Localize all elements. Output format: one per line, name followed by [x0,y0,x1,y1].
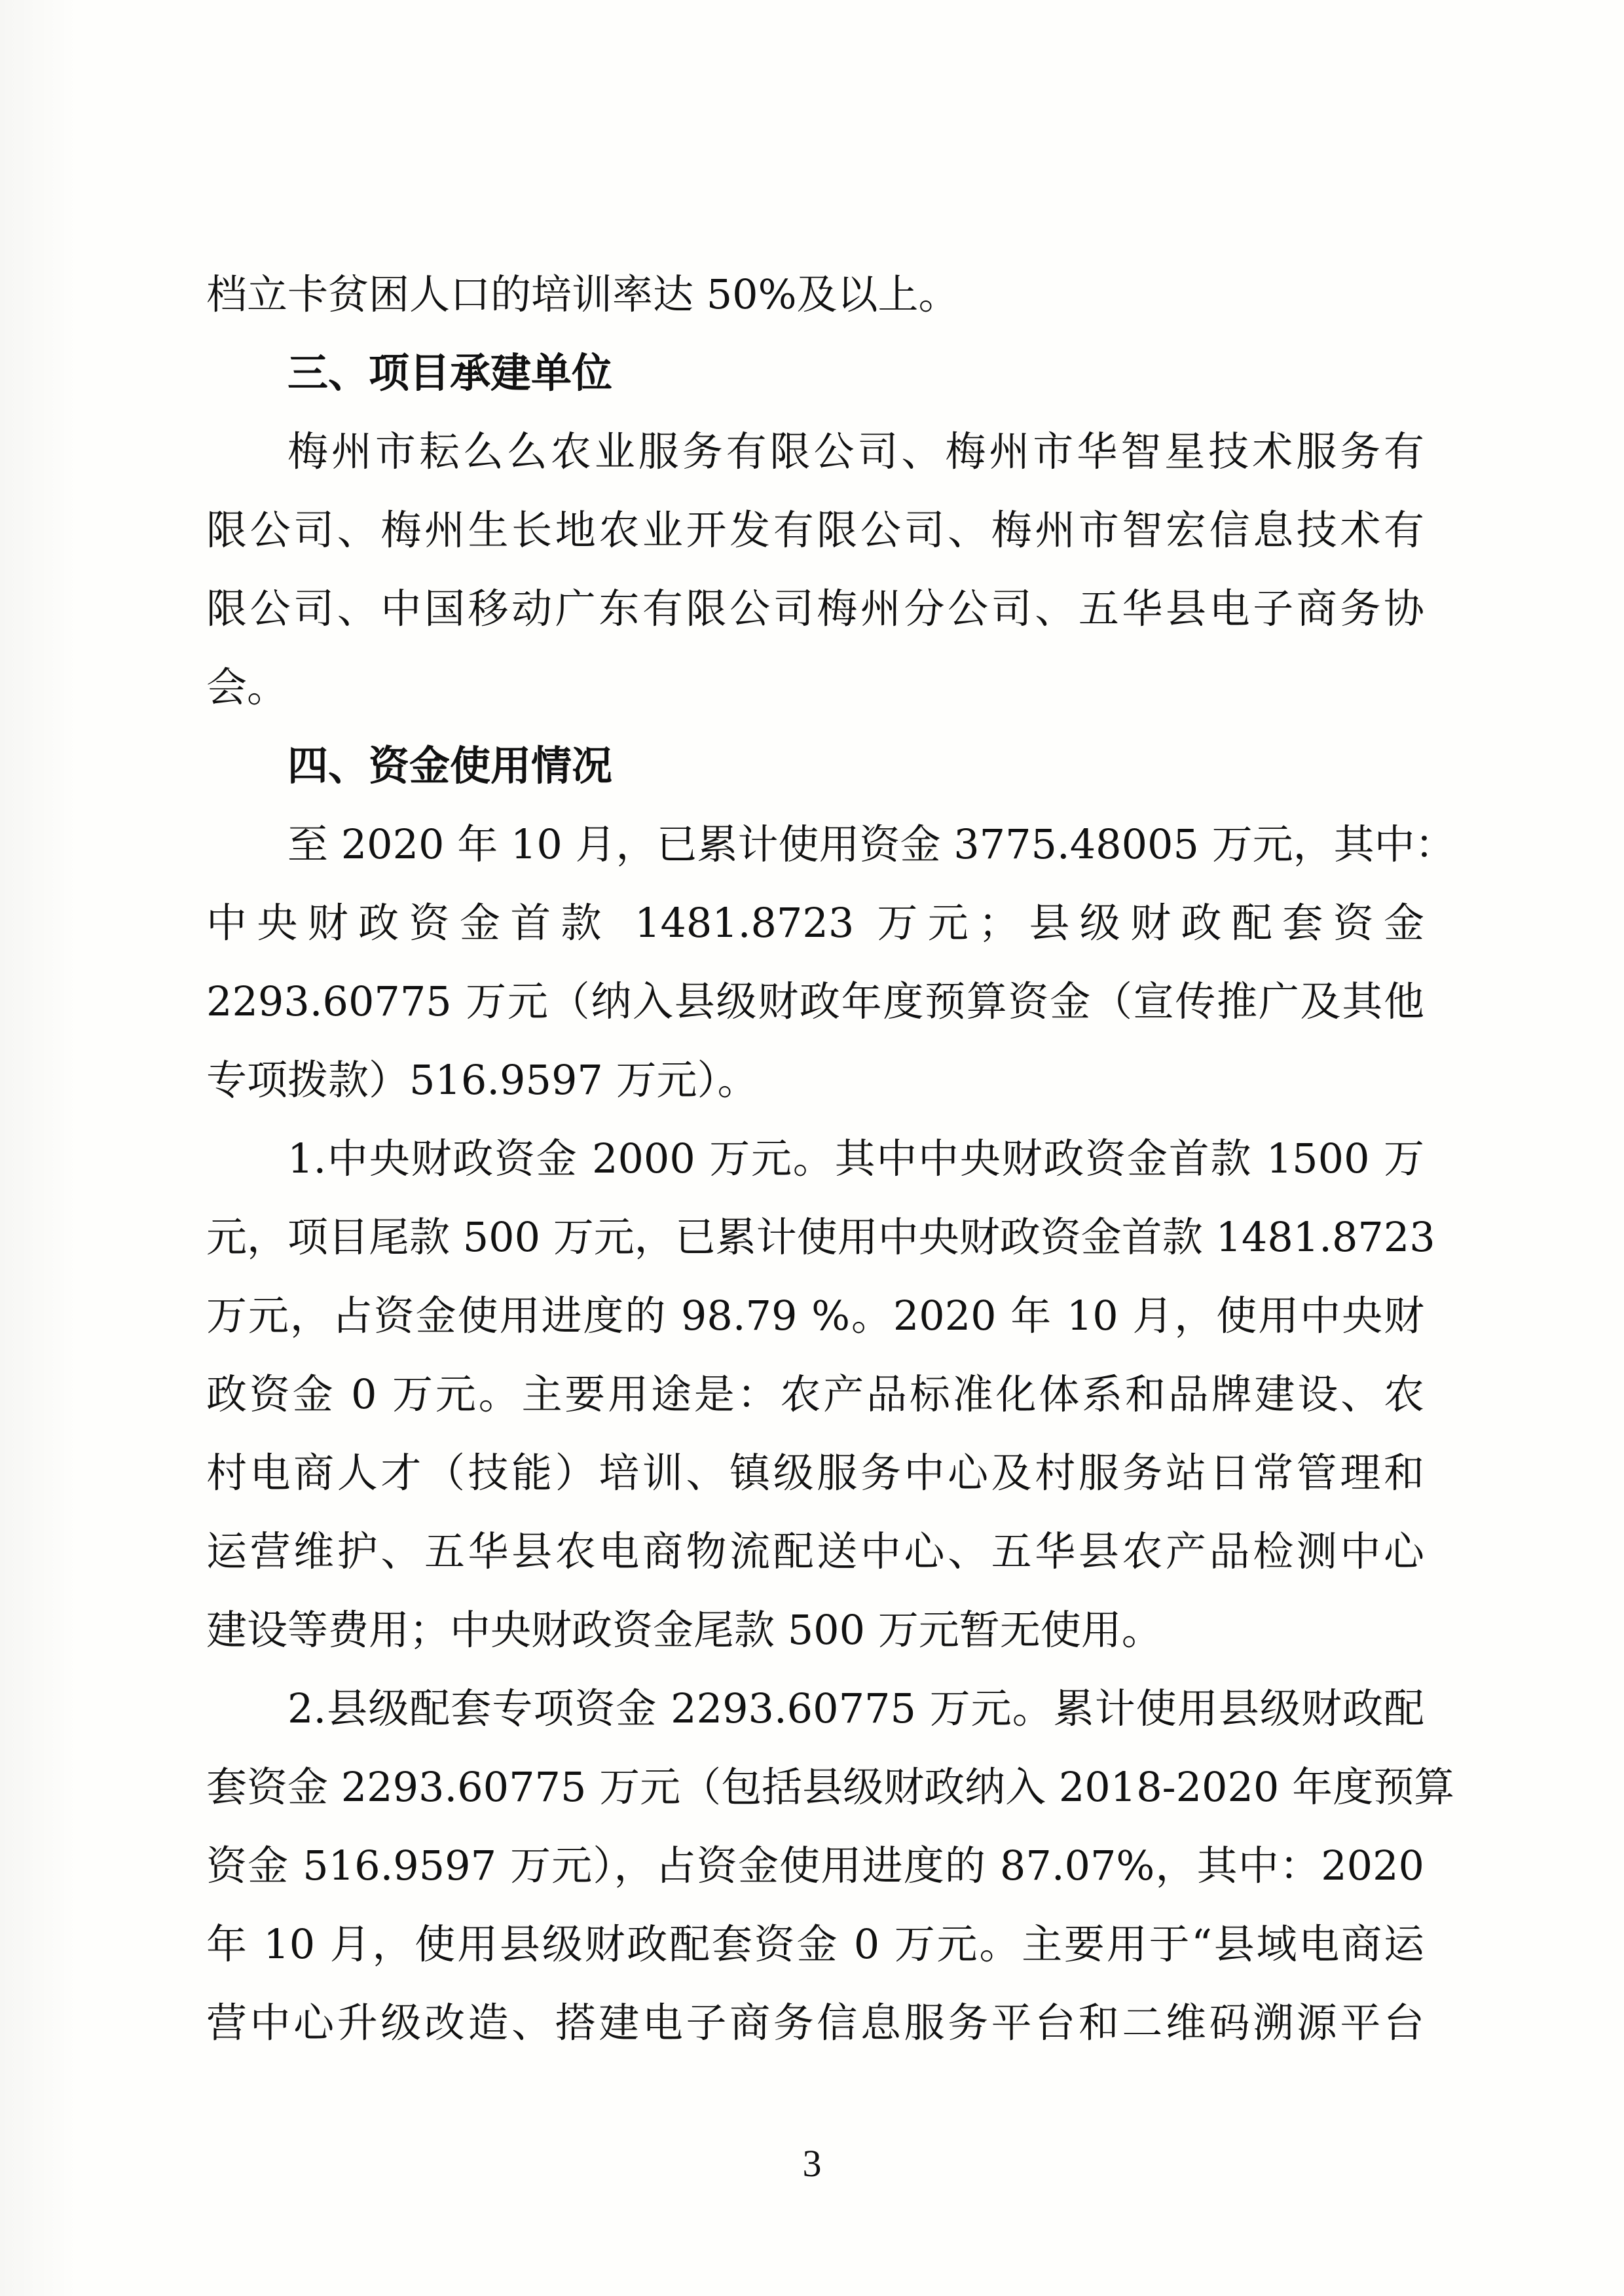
paragraph-line-9: 中央财政资金首款 1481.8723 万元；县级财政配套资金 [206,899,1424,947]
paragraph-line-10: 2293.60775 万元（纳入县级财政年度预算资金（宣传推广及其他 [206,977,1424,1025]
paragraph-line-22: 年 10 月，使用县级财政配套资金 0 万元。主要用于“县域电商运 [206,1920,1424,1968]
paragraph-line-4: 限公司、梅州生长地农业开发有限公司、梅州市智宏信息技术有 [206,506,1424,554]
paragraph-line-12: 1.中央财政资金 2000 万元。其中中央财政资金首款 1500 万 [287,1135,1424,1182]
paragraph-line-14: 万元，占资金使用进度的 98.79 %。2020 年 10 月，使用中央财 [206,1292,1424,1339]
scan-shadow [0,0,79,2296]
paragraph-line-1: 档立卡贫困人口的培训率达 50%及以上。 [206,270,959,318]
paragraph-line-20: 套资金 2293.60775 万元（包括县级财政纳入 2018-2020 年度预算 [206,1763,1455,1811]
paragraph-line-21: 资金 516.9597 万元），占资金使用进度的 87.07%，其中：2020 [206,1842,1424,1889]
paragraph-line-23: 营中心升级改造、搭建电子商务信息服务平台和二维码溯源平台 [206,1999,1424,2047]
paragraph-line-18: 建设等费用；中央财政资金尾款 500 万元暂无使用。 [206,1606,1162,1654]
section-heading-funds: 四、资金使用情况 [287,742,613,790]
paragraph-line-17: 运营维护、五华县农电商物流配送中心、五华县农产品检测中心 [206,1527,1424,1575]
paragraph-line-16: 村电商人才（技能）培训、镇级服务中心及村服务站日常管理和 [206,1449,1424,1497]
section-heading-contractors: 三、项目承建单位 [287,349,613,397]
paragraph-line-6: 会。 [206,663,288,711]
paragraph-line-8: 至 2020 年 10 月，已累计使用资金 3775.48005 万元，其中： [287,820,1456,868]
paragraph-line-15: 政资金 0 万元。主要用途是：农产品标准化体系和品牌建设、农 [206,1370,1424,1418]
page-number: 3 [802,2142,822,2185]
paragraph-line-3: 梅州市耘么么农业服务有限公司、梅州市华智星技术服务有 [287,428,1424,475]
paragraph-line-11: 专项拨款）516.9597 万元）。 [206,1056,758,1104]
paragraph-line-19: 2.县级配套专项资金 2293.60775 万元。累计使用县级财政配 [287,1685,1424,1732]
paragraph-line-5: 限公司、中国移动广东有限公司梅州分公司、五华县电子商务协 [206,585,1424,632]
paragraph-line-13: 元，项目尾款 500 万元，已累计使用中央财政资金首款 1481.8723 [206,1213,1435,1261]
